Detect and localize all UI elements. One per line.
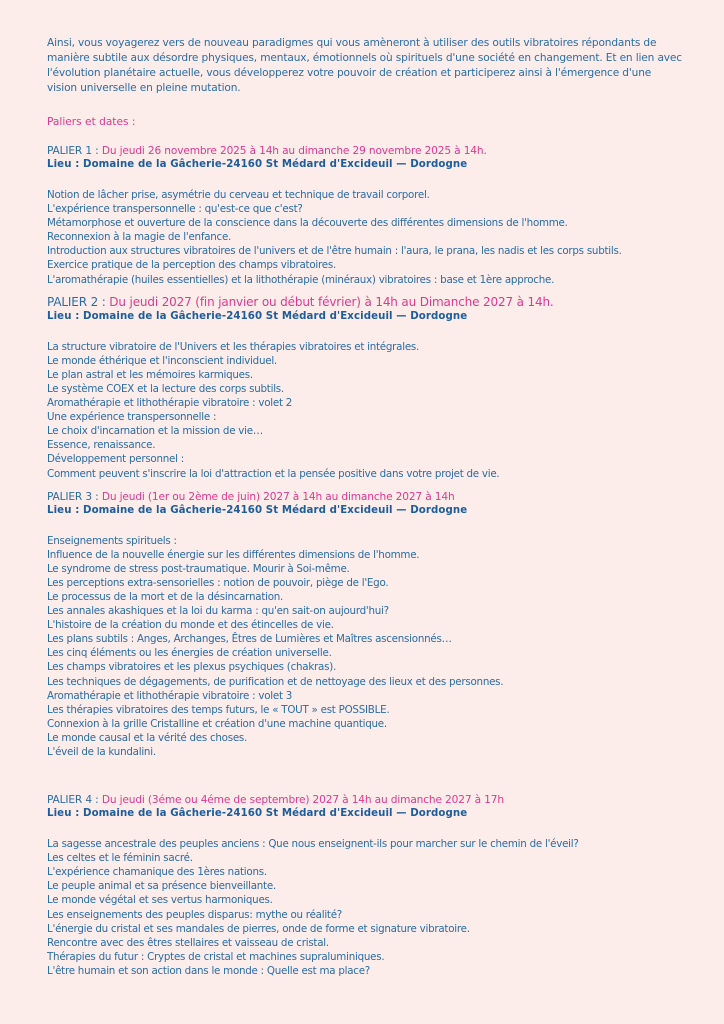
list-item: L'aromathérapie (huiles essentielles) et la lithothérapie (minéraux) vibratoires : base et 1ère approche. — [47, 273, 555, 286]
list-item: Les champs vibratoires et les plexus psychiques (chakras). — [47, 661, 336, 674]
palier-label: PALIER 3 : — [47, 490, 102, 503]
list-item: Les celtes et le féminin sacré. — [47, 852, 193, 865]
palier-label: PALIER 2 : — [47, 294, 110, 309]
palier-heading — [47, 793, 684, 807]
list-item: Le processus de la mort et de la désincarnation. — [47, 590, 284, 603]
list-item: Influence de la nouvelle énergie sur les différentes dimensions de l'homme. — [47, 548, 420, 561]
list-item: Aromathérapie et lithothérapie vibratoire : volet 2 — [47, 397, 293, 410]
palier-label: PALIER 4 : — [47, 794, 102, 807]
list-item: Les perceptions extra-sensorielles : notion de pouvoir, piège de l'Ego. — [47, 576, 389, 589]
list-item: Enseignements spirituels : — [47, 534, 177, 547]
list-item: Développement personnel : — [47, 453, 184, 466]
list-item: Les techniques de dégagements, de purification et de nettoyage des lieux et des personnes. — [47, 675, 504, 688]
list-item: Reconnexion à la magie de l'enfance. — [47, 231, 232, 244]
list-item: Thérapies du futur : Cryptes de cristal et machines supraluminiques. — [47, 950, 385, 963]
palier-items — [47, 534, 684, 760]
palier-dates: Du jeudi 26 novembre 2025 à 14h au dimanche 29 novembre 2025 à 14h. — [101, 145, 487, 157]
palier-location: Lieu : Domaine de la Gâcherie-24160 St Médard d'Excideuil — Dordogne — [47, 159, 468, 170]
palier-items — [47, 837, 684, 978]
palier-3 — [47, 490, 684, 760]
list-item: L'être humain et son action dans le monde : Quelle est ma place? — [47, 964, 370, 977]
list-item: Les thérapies vibratoires des temps futurs, le « TOUT » est POSSIBLE. — [47, 703, 390, 716]
list-item: Notion de lâcher prise, asymétrie du cerveau et technique de travail corporel. — [47, 189, 430, 201]
list-item: La sagesse ancestrale des peuples anciens : Que nous enseignent-ils pour marcher sur le chemin de l'éveil? — [47, 838, 579, 851]
palier-label: PALIER 1 : — [47, 145, 102, 157]
palier-dates: Du jeudi (1er ou 2ème de juin) 2027 à 14h au dimanche 2027 à 14h — [101, 490, 455, 503]
palier-1 — [47, 144, 684, 287]
palier-items — [47, 340, 684, 481]
list-item: Le peuple animal et sa présence bienveillante. — [47, 880, 276, 893]
palier-2 — [47, 295, 684, 481]
intro-paragraph: Ainsi, vous voyagerez vers de nouveau paradigmes qui vous amèneront à utiliser des outils vibratoires répondants de manière subtile aux désordre physiques, mentaux, émotionnels où spirituels d'une société en changement. Et en lien avec l'évolution planétaire actuelle, vous développerez votre pouvoir de création et participerez ainsi à l'émergence d'une vision universelle en pleine mutation. — [47, 37, 682, 94]
list-item: La structure vibratoire de l'Univers et les thérapies vibratoires et intégrales. — [47, 340, 420, 353]
list-item: L'expérience transpersonnelle : qu'est-ce que c'est? — [47, 203, 303, 216]
list-item: Le monde causal et la vérité des choses. — [47, 731, 248, 744]
palier-location: Lieu : Domaine de la Gâcherie-24160 St Médard d'Excideuil — Dordogne — [47, 310, 468, 322]
list-item: Les annales akashiques et la loi du karma : qu'en sait-on aujourd'hui? — [47, 605, 389, 618]
list-item: Exercice pratique de la perception des champs vibratoires. — [47, 259, 336, 272]
palier-heading — [47, 295, 684, 310]
list-item: Introduction aux structures vibratoires de l'univers et de l'être humain : l'aura, le prana, les nadis et les corps subtils. — [47, 245, 622, 258]
palier-dates: Du jeudi 2027 (fin janvier ou début février) à 14h au Dimanche 2027 à 14h. — [109, 294, 554, 309]
list-item: Les cinq éléments ou les énergies de création universelle. — [47, 647, 332, 660]
list-item: Le monde éthérique et l'inconscient individuel. — [47, 354, 277, 367]
list-item: Le choix d'incarnation et la mission de vie… — [47, 425, 263, 438]
palier-items — [47, 188, 684, 287]
palier-dates: Du jeudi (3éme ou 4éme de septembre) 2027 à 14h au dimanche 2027 à 17h — [101, 794, 504, 807]
list-item: Aromathérapie et lithothérapie vibratoire : volet 3 — [47, 689, 293, 702]
list-item: Métamorphose et ouverture de la conscience dans la découverte des différentes dimensions de l'homme. — [47, 217, 568, 230]
palier-heading — [47, 144, 684, 158]
palier-heading — [47, 490, 684, 504]
palier-location: Lieu : Domaine de la Gâcherie-24160 St Médard d'Excideuil — Dordogne — [47, 504, 468, 516]
list-item: Rencontre avec des êtres stellaires et vaisseau de cristal. — [47, 936, 329, 949]
list-item: Les enseignements des peuples disparus: mythe ou réalité? — [47, 908, 343, 921]
list-item: L'énergie du cristal et ses mandales de pierres, onde de forme et signature vibratoire. — [47, 922, 470, 935]
list-item: Le monde végétal et ses vertus harmoniques. — [47, 894, 273, 907]
list-item: Les plans subtils : Anges, Archanges, Êtres de Lumières et Maîtres ascensionnés… — [47, 633, 452, 646]
palier-4 — [47, 793, 684, 978]
list-item: L'histoire de la création du monde et des étincelles de vie. — [47, 619, 334, 632]
list-item: L'éveil de la kundalini. — [47, 746, 156, 758]
palier-location: Lieu : Domaine de la Gâcherie-24160 St Médard d'Excideuil — Dordogne — [47, 808, 468, 820]
list-item: Comment peuvent s'inscrire la loi d'attraction et la pensée positive dans votre projet de vie. — [47, 467, 500, 480]
list-item: Le syndrome de stress post-traumatique. Mourir à Soi-même. — [47, 562, 350, 575]
list-item: Le système COEX et la lecture des corps subtils. — [47, 382, 284, 395]
list-item: Une expérience transpersonnelle : — [47, 411, 217, 424]
section-label: Paliers et dates : — [47, 116, 136, 128]
list-item: L'expérience chamanique des 1ères nations. — [47, 866, 267, 879]
list-item: Connexion à la grille Cristalline et création d'une machine quantique. — [47, 717, 387, 730]
list-item: Essence, renaissance. — [47, 439, 156, 452]
list-item: Le plan astral et les mémoires karmiques. — [47, 368, 253, 381]
